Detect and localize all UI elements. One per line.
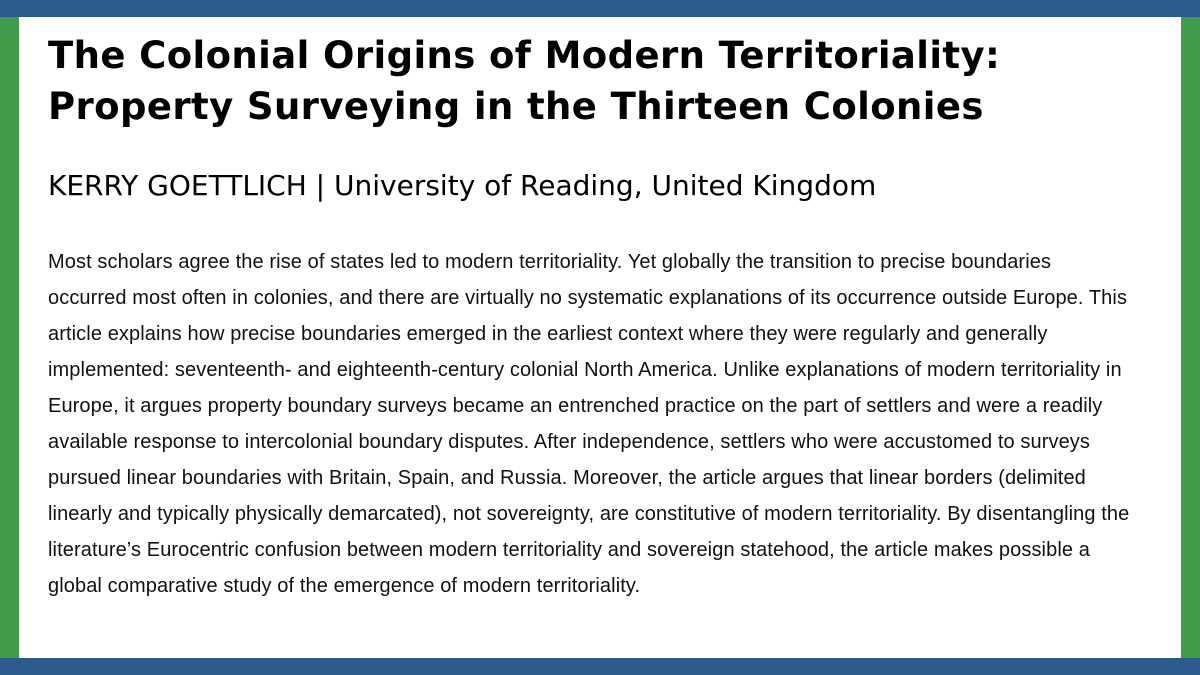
bottom-accent-bar	[0, 658, 1200, 675]
article-title: The Colonial Origins of Modern Territoriality: Property Surveying in the Thirteen Colonies	[48, 34, 1001, 128]
article-abstract: Most scholars agree the rise of states led to modern territoriality. Yet globally the transition to precise boundaries occurred most often in colonies, and there are virtually no systematic explanations of its occurrence outside Europe. This article explains how precise boundaries emerged in the earliest context where they were regularly and generally implemented: seventeenth- and eighteenth-century colonial North America. Unlike explanations of modern territoriality in Europe, it argues property boundary surveys became an entrenched practice on the part of settlers and were a readily available response to intercolonial boundary disputes. After independence, settlers who were accustomed to surveys pursued linear boundaries with Britain, Spain, and Russia. Moreover, the article argues that linear borders (delimited linearly and typically physically demarcated), not sovereignty, are constitutive of modern territoriality. By disentangling the literature’s Eurocentric confusion between modern territoriality and sovereign statehood, the article makes possible a global comparative study of the emergence of modern territoriality.	[48, 251, 1130, 597]
author-affiliation: KERRY GOETTLICH | University of Reading, United Kingdom	[48, 169, 877, 202]
top-accent-bar	[0, 0, 1200, 17]
